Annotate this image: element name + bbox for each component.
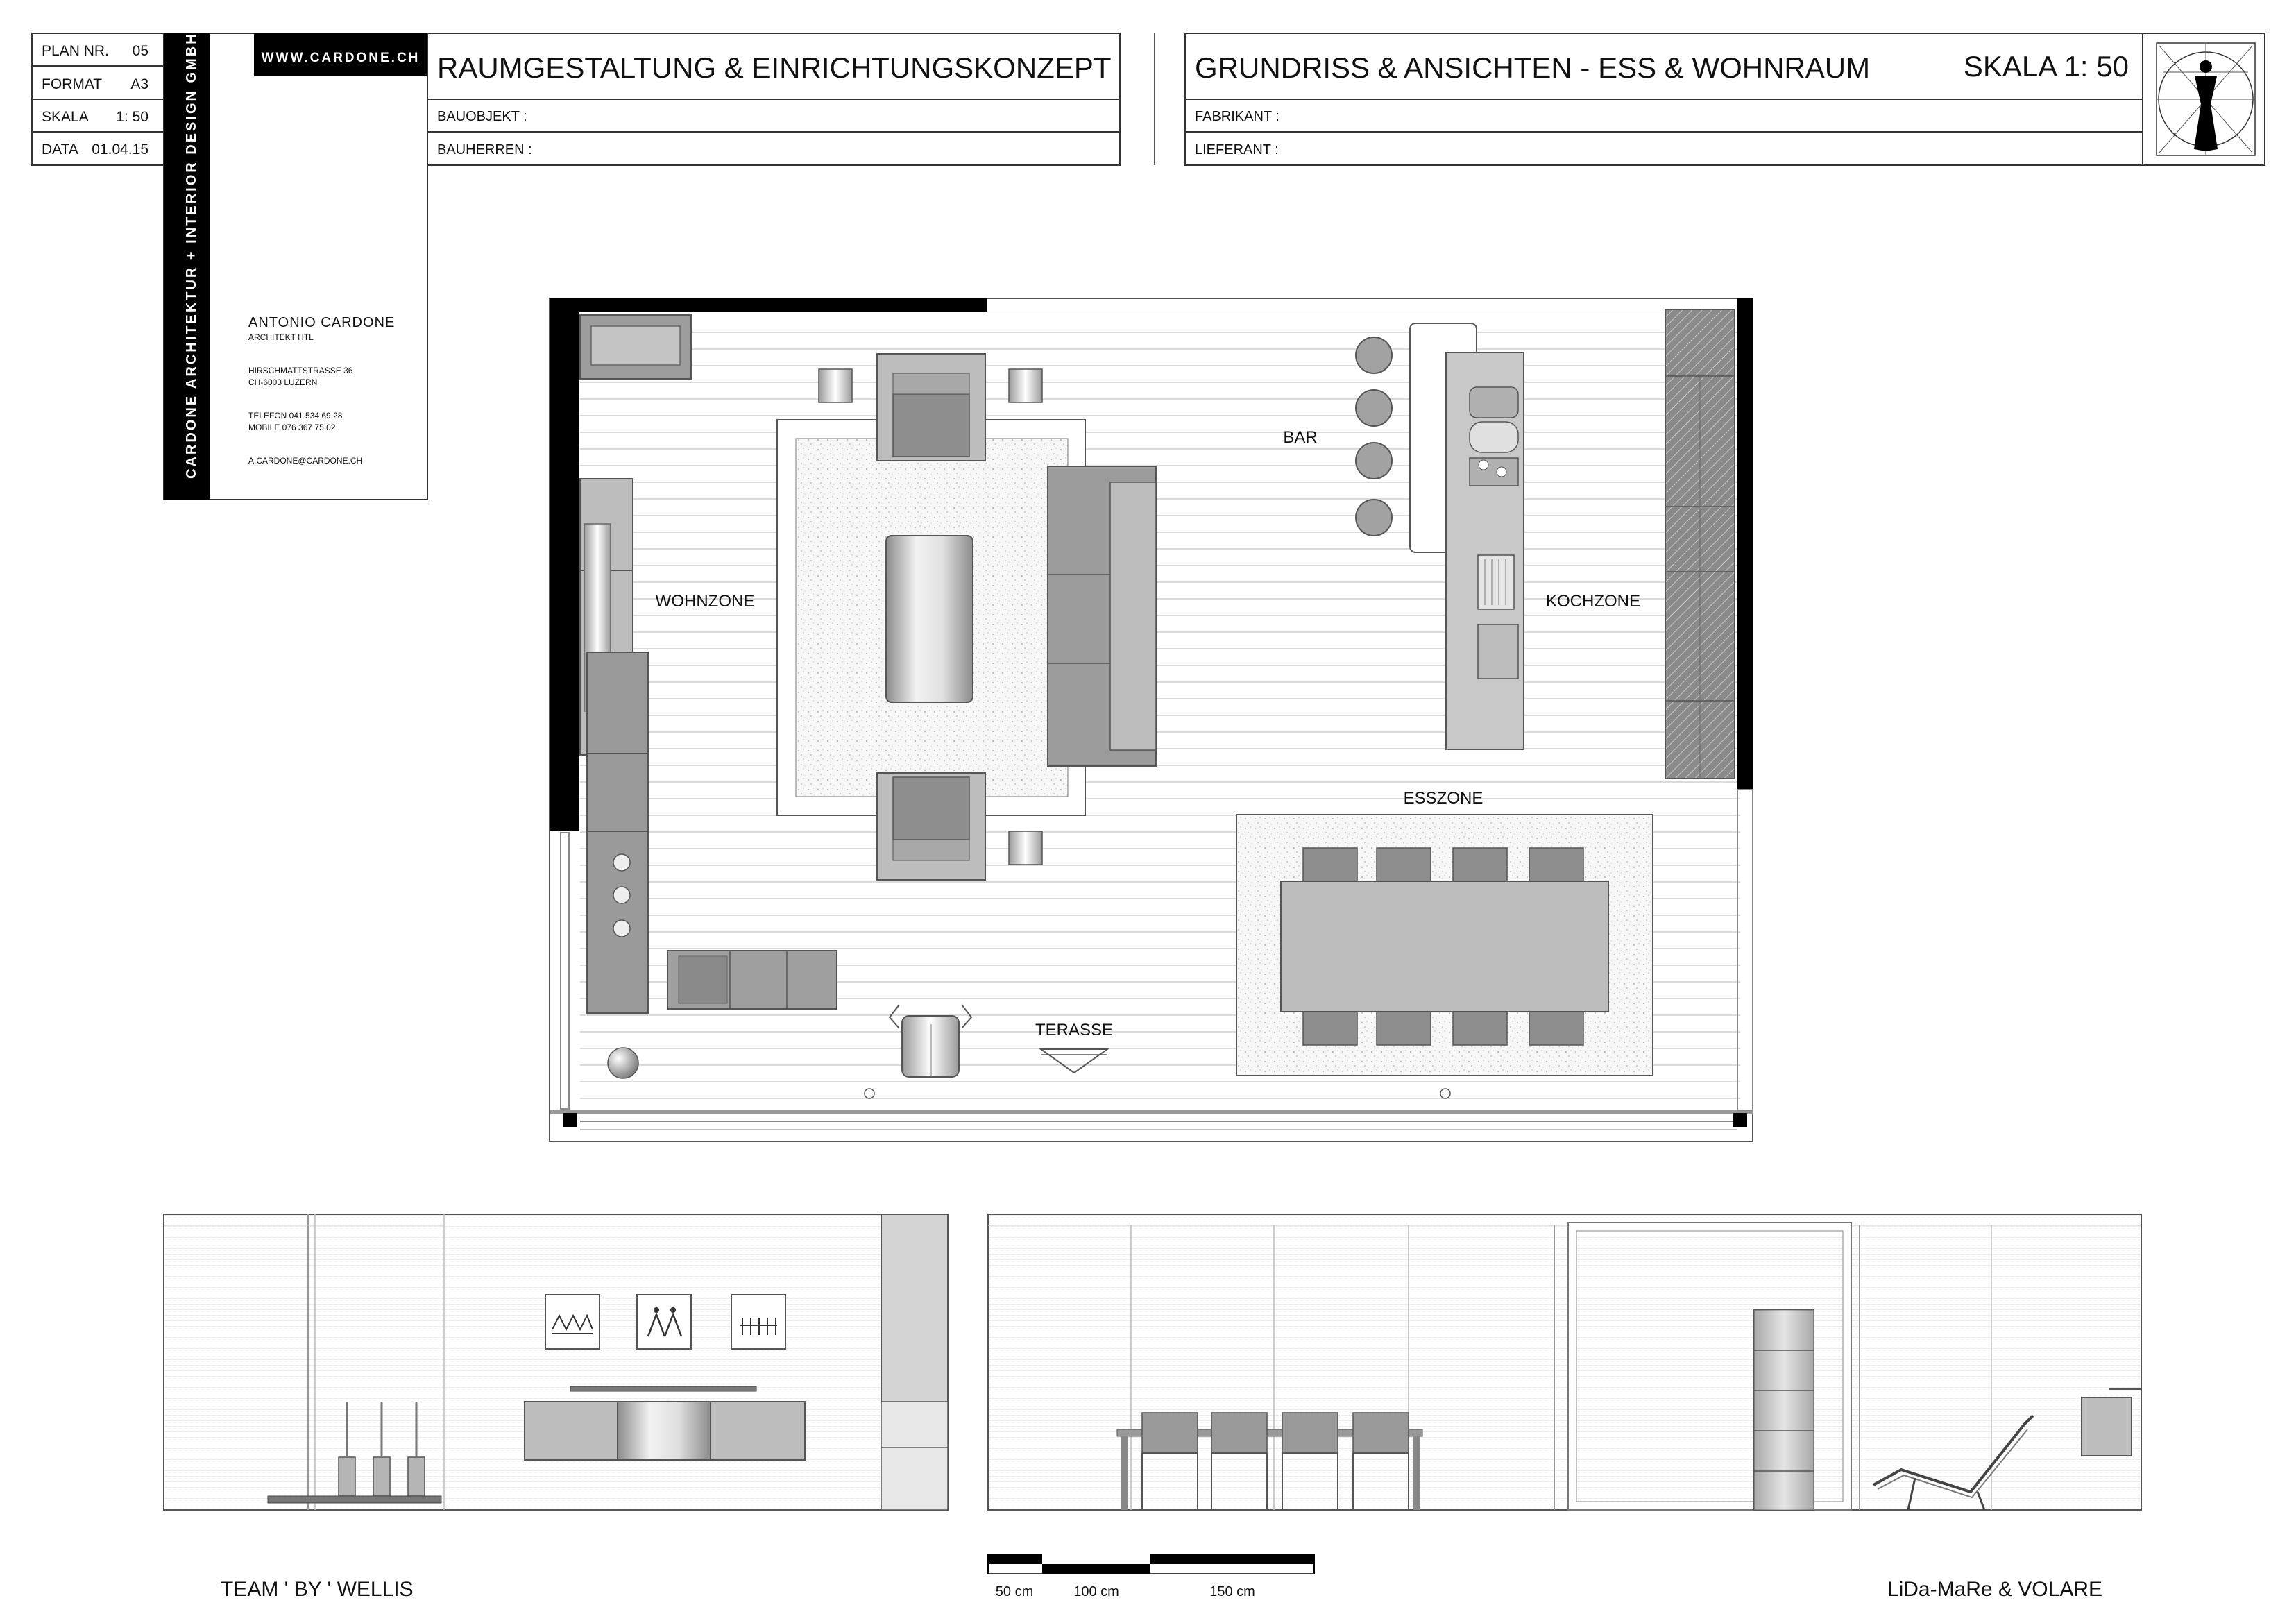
shelf-tower-elevation xyxy=(1754,1310,1814,1510)
kitchen-island xyxy=(1446,352,1524,749)
bauherren-label: BAUHERREN : xyxy=(437,142,532,158)
email-link[interactable]: A.CARDONE@CARDONE.CH xyxy=(248,456,363,466)
address-city: CH-6003 LUZERN xyxy=(248,377,318,387)
wall-east xyxy=(1737,298,1753,790)
meta-box xyxy=(32,33,164,165)
architect-title: ARCHITEKT HTL xyxy=(248,332,314,342)
format-label: FORMAT xyxy=(42,76,103,92)
elevation-dining-wall xyxy=(988,1214,2141,1510)
side-cabinet-elevation xyxy=(2082,1397,2132,1456)
footer-team: TEAM ' BY ' WELLIS xyxy=(221,1578,414,1601)
zone-label-wohnzone: WOHNZONE xyxy=(655,592,755,611)
architect-name: ANTONIO CARDONE xyxy=(248,315,396,330)
mobile-number: MOBILE 076 367 75 02 xyxy=(248,423,336,432)
wall-west xyxy=(550,298,579,831)
wall-pictures xyxy=(545,1295,785,1349)
armchair-top xyxy=(877,354,985,461)
zone-label-terasse: TERASSE xyxy=(1035,1021,1114,1039)
zone-label-kochzone: KOCHZONE xyxy=(1545,592,1641,611)
website-link[interactable]: WWW.CARDONE.CH xyxy=(261,51,420,65)
scale-label: SKALA xyxy=(42,109,89,125)
coffee-table xyxy=(886,536,973,702)
fireplace xyxy=(580,315,691,379)
side-table xyxy=(1009,831,1042,865)
lieferant-label: LIEFERANT : xyxy=(1195,142,1279,158)
fabrikant-label: FABRIKANT : xyxy=(1195,109,1279,124)
wall-north xyxy=(550,298,987,312)
address-street: HIRSCHMATTSTRASSE 36 xyxy=(248,366,353,375)
elevation-living-wall xyxy=(164,1214,948,1510)
side-table xyxy=(1009,369,1042,402)
kitchen-cabinets xyxy=(1665,309,1735,779)
company-vertical-text: CARDONE ARCHITEKTUR + INTERIOR DESIGN GMBH xyxy=(184,32,199,479)
ball-lamp xyxy=(608,1048,638,1078)
scale-label-50: 50 cm xyxy=(995,1584,1034,1599)
format-value: A3 xyxy=(130,76,148,92)
armchair-bottom xyxy=(877,773,985,880)
scale-label-100: 100 cm xyxy=(1073,1584,1119,1599)
plan-nr-value: 05 xyxy=(132,43,148,59)
lounge-chair xyxy=(667,951,837,1009)
tall-cabinet-elevation xyxy=(881,1214,948,1510)
zone-label-esszone: ESSZONE xyxy=(1403,789,1483,808)
project-title: RAUMGESTALTUNG & EINRICHTUNGSKONZEPT xyxy=(437,51,1112,84)
drawing-title: GRUNDRISS & ANSICHTEN - ESS & WOHNRAUM xyxy=(1195,51,1871,84)
vitruvian-logo xyxy=(2157,43,2255,155)
scale-value: 1: 50 xyxy=(116,109,148,125)
zone-label-bar: BAR xyxy=(1283,428,1318,447)
phone-number: TELEFON 041 534 69 28 xyxy=(248,411,343,420)
sofa xyxy=(1048,466,1156,766)
date-value: 01.04.15 xyxy=(92,142,148,158)
date-label: DATA xyxy=(42,142,78,158)
side-table xyxy=(819,369,852,402)
footer-products: LiDa-MaRe & VOLARE xyxy=(1887,1578,2102,1601)
drawing-scale: SKALA 1: 50 xyxy=(1963,50,2129,83)
scale-bar xyxy=(988,1554,1314,1599)
plan-nr-label: PLAN NR. xyxy=(42,43,109,59)
scale-label-150: 150 cm xyxy=(1209,1584,1255,1599)
bauobjekt-label: BAUOBJEKT : xyxy=(437,109,527,124)
floor-plan xyxy=(550,298,1753,1141)
drawing-header xyxy=(1185,33,2265,165)
company-card xyxy=(164,32,427,500)
project-header xyxy=(427,33,1120,165)
